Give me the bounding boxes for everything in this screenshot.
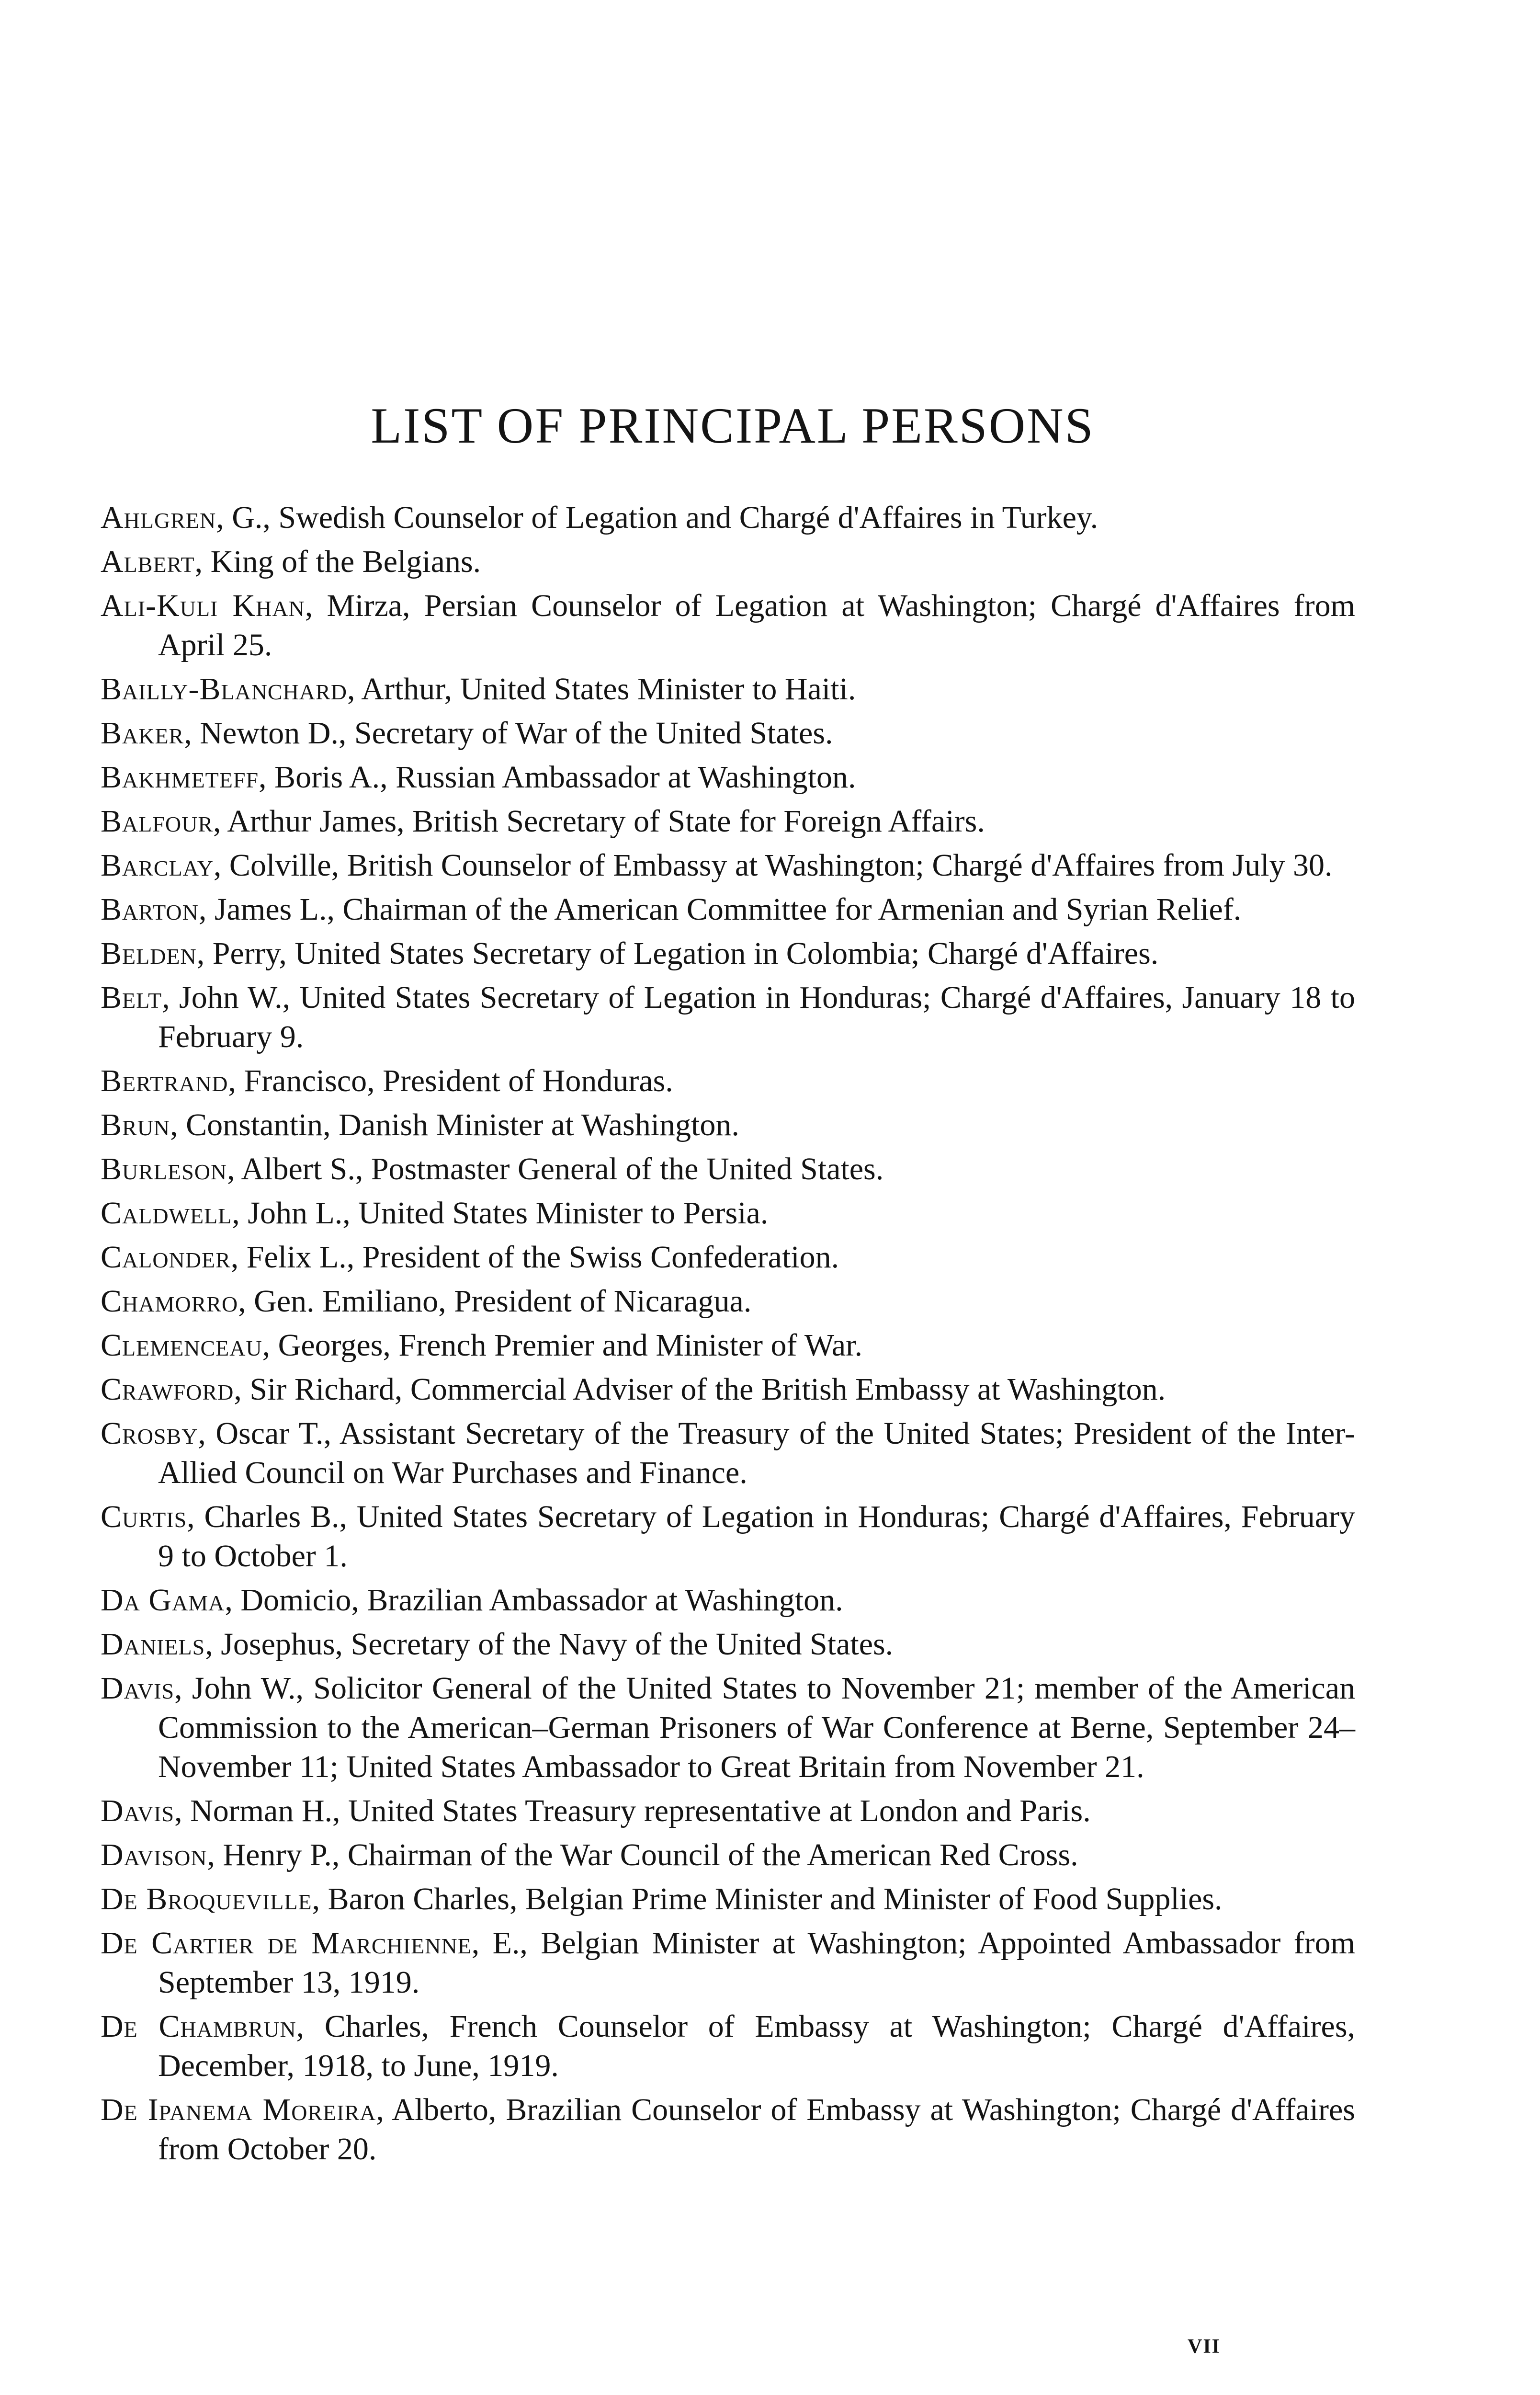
person-description: , King of the Belgians. bbox=[194, 544, 481, 579]
list-item bbox=[101, 1238, 1355, 1277]
list-item bbox=[101, 1880, 1355, 1919]
list-item bbox=[101, 542, 1355, 582]
list-item bbox=[101, 1836, 1355, 1875]
list-item bbox=[101, 1282, 1355, 1321]
person-description: , G., Swedish Counselor of Legation and Chargé d'Affaires in Turkey. bbox=[216, 500, 1098, 535]
person-description: , Francisco, President of Honduras. bbox=[228, 1063, 673, 1098]
list-item bbox=[101, 714, 1355, 753]
list-item bbox=[101, 670, 1355, 709]
person-description: , Baron Charles, Belgian Prime Minister and Minister of Food Supplies. bbox=[312, 1882, 1223, 1916]
person-surname: Barclay bbox=[101, 848, 214, 883]
person-description: , Perry, United States Secretary of Legation in Colombia; Chargé d'Affaires. bbox=[196, 936, 1159, 971]
person-description: , Colville, British Counselor of Embassy at Washington; Chargé d'Affaires from July 30. bbox=[213, 848, 1333, 883]
person-description: , Arthur, United States Minister to Haiti. bbox=[347, 672, 856, 707]
person-surname: Belt bbox=[101, 980, 162, 1015]
list-item bbox=[101, 846, 1355, 885]
person-description: , John W., United States Secretary of Legation in Honduras; Chargé d'Affaires, January 18 to February 9. bbox=[158, 980, 1355, 1054]
person-surname: Belden bbox=[101, 936, 197, 971]
person-surname: Davison bbox=[101, 1837, 207, 1872]
person-description: , Josephus, Secretary of the Navy of the United States. bbox=[205, 1627, 894, 1662]
person-description: , Mirza, Persian Counselor of Legation at Washington; Chargé d'Affaires from April 25. bbox=[158, 588, 1355, 662]
page-number: vii bbox=[1188, 2327, 1221, 2359]
list-item bbox=[101, 2007, 1355, 2086]
person-surname: Bakhmeteff bbox=[101, 760, 259, 795]
person-surname: De Ipanema Moreira bbox=[101, 2092, 376, 2127]
person-surname: Da Gama bbox=[101, 1583, 225, 1618]
list-item bbox=[101, 802, 1355, 841]
person-surname: De Chambrun bbox=[101, 2009, 296, 2044]
person-description: , Arthur James, British Secretary of State for Foreign Affairs. bbox=[213, 804, 985, 839]
person-description: , Gen. Emiliano, President of Nicaragua. bbox=[238, 1284, 752, 1319]
person-surname: Burleson bbox=[101, 1152, 227, 1186]
person-surname: Curtis bbox=[101, 1499, 187, 1534]
person-surname: Davis bbox=[101, 1671, 175, 1706]
person-surname: De Cartier de Marchienne bbox=[101, 1926, 472, 1961]
list-item bbox=[101, 1414, 1355, 1493]
person-surname: Chamorro bbox=[101, 1284, 238, 1319]
person-surname: Daniels bbox=[101, 1627, 205, 1662]
person-surname: Bertrand bbox=[101, 1063, 228, 1098]
person-surname: Bailly-Blanchard bbox=[101, 672, 347, 707]
list-item bbox=[101, 1194, 1355, 1233]
person-surname: Clemenceau bbox=[101, 1328, 262, 1363]
person-surname: Caldwell bbox=[101, 1196, 232, 1231]
list-item bbox=[101, 1625, 1355, 1664]
person-surname: Crawford bbox=[101, 1372, 234, 1407]
person-description: , John L., United States Minister to Persia. bbox=[232, 1196, 769, 1231]
list-item bbox=[101, 2090, 1355, 2169]
person-surname: Barton bbox=[101, 892, 199, 927]
list-item bbox=[101, 1106, 1355, 1145]
person-description: , Norman H., United States Treasury representative at London and Paris. bbox=[174, 1793, 1091, 1828]
person-description: , Sir Richard, Commercial Adviser of the British Embassy at Washington. bbox=[234, 1372, 1166, 1407]
person-surname: Ahlgren bbox=[101, 500, 216, 535]
list-item bbox=[101, 978, 1355, 1057]
person-description: , Alberto, Brazilian Counselor of Embassy at Washington; Chargé d'Affaires from October 20. bbox=[158, 2092, 1355, 2167]
person-description: , Charles B., United States Secretary of Legation in Honduras; Chargé d'Affaires, February 9 to October 1. bbox=[158, 1499, 1355, 1574]
person-surname: Crosby bbox=[101, 1416, 198, 1451]
page-title: LIST OF PRINCIPAL PERSONS bbox=[371, 398, 1095, 454]
person-description: , E., Belgian Minister at Washington; Appointed Ambassador from September 13, 1919. bbox=[158, 1926, 1355, 2000]
list-item bbox=[101, 1669, 1355, 1787]
person-surname: Albert bbox=[101, 544, 195, 579]
person-description: , Felix L., President of the Swiss Confederation. bbox=[230, 1240, 839, 1275]
person-description: , Domicio, Brazilian Ambassador at Washington. bbox=[225, 1583, 843, 1618]
person-description: , Henry P., Chairman of the War Council of the American Red Cross. bbox=[207, 1837, 1078, 1872]
person-description: , John W., Solicitor General of the United States to November 21; member of the American Commission to the American–German Prisoners of War Conference at Berne, September 24–November 11; United States Ambassador to Great Britain from November 21. bbox=[158, 1671, 1355, 1784]
person-surname: Baker bbox=[101, 716, 184, 751]
list-item bbox=[101, 1581, 1355, 1620]
list-item bbox=[101, 1150, 1355, 1189]
list-item bbox=[101, 1497, 1355, 1576]
person-description: , Charles, French Counselor of Embassy at Washington; Chargé d'Affaires, December, 1918, to June, 1919. bbox=[158, 2009, 1355, 2083]
list-item bbox=[101, 1924, 1355, 2002]
list-item bbox=[101, 498, 1355, 537]
person-surname: Ali-Kuli Khan bbox=[101, 588, 305, 623]
person-description: , Albert S., Postmaster General of the United States. bbox=[227, 1152, 884, 1186]
list-item bbox=[101, 890, 1355, 929]
person-description: , Boris A., Russian Ambassador at Washington. bbox=[259, 760, 856, 795]
person-surname: Calonder bbox=[101, 1240, 231, 1275]
person-surname: Davis bbox=[101, 1793, 175, 1828]
person-surname: De Broqueville bbox=[101, 1882, 312, 1916]
list-item bbox=[101, 1370, 1355, 1409]
list-item bbox=[101, 1326, 1355, 1365]
list-item bbox=[101, 934, 1355, 973]
list-item bbox=[101, 758, 1355, 797]
list-item bbox=[101, 1061, 1355, 1101]
person-surname: Brun bbox=[101, 1107, 170, 1142]
person-description: , James L., Chairman of the American Committee for Armenian and Syrian Relief. bbox=[198, 892, 1242, 927]
person-description: , Newton D., Secretary of War of the United States. bbox=[184, 716, 833, 751]
person-surname: Balfour bbox=[101, 804, 214, 839]
list-item bbox=[101, 586, 1355, 665]
persons-list bbox=[101, 498, 1355, 2174]
person-description: , Constantin, Danish Minister at Washington. bbox=[170, 1107, 739, 1142]
person-description: , Georges, French Premier and Minister of War. bbox=[262, 1328, 862, 1363]
list-item bbox=[101, 1791, 1355, 1831]
person-description: , Oscar T., Assistant Secretary of the Treasury of the United States; President of the Inter-Allied Council on War Purchases and Finance. bbox=[158, 1416, 1355, 1490]
